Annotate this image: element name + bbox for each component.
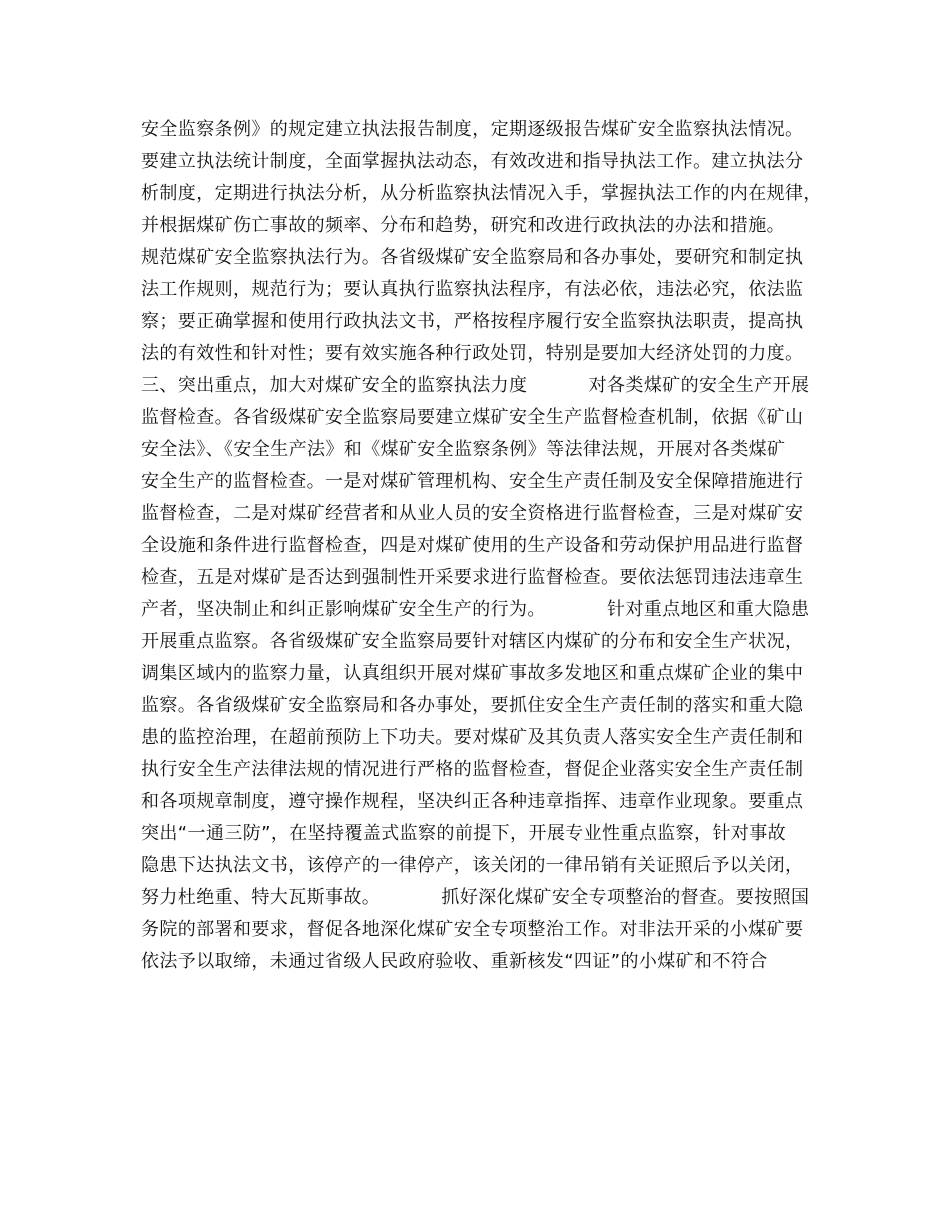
text-line: 全设施和条件进行监督检查，四是对煤矿使用的生产设备和劳动保护用品进行监督 [141,535,804,556]
text-line: 三、突出重点，加大对煤矿安全的监察执法力度 对各类煤矿的安全生产开展 [141,375,810,396]
text-line: 安全法》、《安全生产法》和《煤矿安全监察条例》等法律法规，开展对各类煤矿 [141,439,786,460]
text-line: 产者，坚决制止和纠正影响煤矿安全生产的行为。 针对重点地区和重大隐患 [141,599,810,620]
text-line: 规范煤矿安全监察执法行为。各省级煤矿安全监察局和各办事处，要研究和制定执 [141,247,804,268]
text-line: 安全生产的监督检查。一是对煤矿管理机构、安全生产责任制及安全保障措施进行 [141,471,804,492]
text-line: 隐患下达执法文书，该停产的一律停产，该关闭的一律吊销有关证照后予以关闭， [141,855,804,876]
text-line: 务院的部署和要求，督促各地深化煤矿安全专项整治工作。对非法开采的小煤矿要 [141,919,804,940]
text-line: 法工作规则，规范行为；要认真执行监察执法程序，有法必依，违法必究，依法监 [141,279,804,300]
text-line: 要建立执法统计制度，全面掌握执法动态，有效改进和指导执法工作。建立执法分 [141,151,804,172]
text-line: 依法予以取缔，未通过省级人民政府验收、重新核发“四证”的小煤矿和不符合 [141,951,768,972]
text-line: 调集区域内的监察力量，认真组织开展对煤矿事故多发地区和重点煤矿企业的集中 [141,663,804,684]
text-line: 安全监察条例》的规定建立执法报告制度，定期逐级报告煤矿安全监察执法情况。 [141,119,804,140]
text-line: 并根据煤矿伤亡事故的频率、分布和趋势，研究和改进行政执法的办法和措施。 [141,215,785,236]
text-line: 开展重点监察。各省级煤矿安全监察局要针对辖区内煤矿的分布和安全生产状况， [141,631,804,652]
text-line: 执行安全生产法律法规的情况进行严格的监督检查，督促企业落实安全生产责任制 [141,759,804,780]
text-line: 监督检查，二是对煤矿经营者和从业人员的安全资格进行监督检查，三是对煤矿安 [141,503,804,524]
text-line: 监督检查。各省级煤矿安全监察局要建立煤矿安全生产监督检查机制，依据《矿山 [141,407,804,428]
text-line: 患的监控治理，在超前预防上下功夫。要对煤矿及其负责人落实安全生产责任制和 [141,727,804,748]
text-line: 法的有效性和针对性；要有效实施各种行政处罚，特别是要加大经济处罚的力度。 [141,343,804,364]
text-line: 察；要正确掌握和使用行政执法文书，严格按程序履行安全监察执法职责，提高执 [141,311,804,332]
text-line: 和各项规章制度，遵守操作规程，坚决纠正各种违章指挥、违章作业现象。要重点 [141,791,804,812]
text-line: 析制度，定期进行执法分析，从分析监察执法情况入手，掌握执法工作的内在规律， [141,183,822,204]
text-line: 检查，五是对煤矿是否达到强制性开采要求进行监督检查。要依法惩罚违法违章生 [141,567,804,588]
text-line: 努力杜绝重、特大瓦斯事故。 抓好深化煤矿安全专项整治的督查。要按照国 [141,887,810,908]
text-line: 突出“一通三防”，在坚持覆盖式监察的前提下，开展专业性重点监察，针对事故 [141,823,787,844]
text-line: 监察。各省级煤矿安全监察局和各办事处，要抓住安全生产责任制的落实和重大隐 [141,695,804,716]
